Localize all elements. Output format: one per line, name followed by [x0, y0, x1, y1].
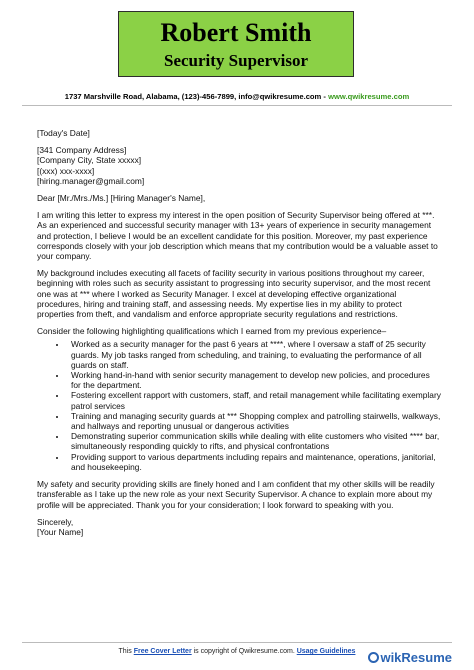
address-line: [Company City, State xxxxx]	[37, 155, 142, 166]
list-item: • Worked as a security manager for the past 6 years at ****, where I oversaw a staff of 25 security guards. My job tasks ranged from scheduling, and training, to evaluating the performance of all guards on staff.	[67, 339, 441, 370]
list-item: • Fostering excellent rapport with customers, staff, and retail management while facilitating exemplary patrol services	[67, 390, 441, 410]
list-item: • Demonstrating superior communication skills while dealing with elite customers who visited **** bar, simultaneously responding quickly to rifts, and physical confrontations	[67, 431, 441, 451]
header-divider	[22, 105, 452, 106]
salutation: Dear [Mr./Mrs./Ms.] [Hiring Manager's Name],	[37, 193, 206, 204]
closing-paragraph: My safety and security providing skills are finely honed and I am confident that my other skills will be readily transferable as I take up the new role as your next Security Supervisor. A chance to explain more about my profile will be appreciated. Thank you for your consideration; I look forward to speaking with you.	[37, 479, 435, 510]
background-paragraph: My background includes executing all facets of facility security in various positions throughout my career, beginning with roles such as security assistant to progressing into security supervisor, and the most recent one was at *** where I worked as Security Manager. I excel at developing effective organizational procedures, hiring and training staff, and assessing needs. My expertise lies in my ability to protect properties from theft, and vandalism and enforce appropriate security regulations and restrictions.	[37, 268, 431, 320]
job-title: Security Supervisor	[163, 51, 309, 70]
list-item: • Working hand-in-hand with senior security management to develop new policies, and procedures for the department.	[67, 370, 441, 390]
intro-paragraph: I am writing this letter to express my interest in the open position of Security Supervisor being offered at ***. As an experienced and successful security manager with 13+ years of experience in security management and protection, I believe I would be an excellent candidate for this position. Moreover, my past experience corresponds closely with your job description which means that my contribution would be a valuable asset to your company.	[37, 210, 438, 262]
signature: [Your Name]	[37, 526, 84, 537]
contact-details: 1737 Marshville Road, Alabama, (123)-456-7899, info@qwikresume.com -	[64, 92, 329, 101]
q-logo-icon	[368, 652, 379, 663]
qualifications-intro: Consider the following highlighting qualifications which I earned from my previous experience–	[37, 326, 387, 337]
sign-off	[37, 517, 441, 537]
closing: Sincerely,	[37, 516, 74, 527]
website-link[interactable]: www.qwikresume.com	[328, 92, 410, 101]
address-line: [hiring.manager@gmail.com]	[37, 175, 145, 186]
footer-divider	[22, 642, 452, 643]
qualifications-list	[37, 339, 441, 472]
address-line: [341 Company Address]	[37, 145, 127, 156]
address-line: [(xxx) xxx-xxxx]	[37, 165, 95, 176]
header-banner	[118, 11, 354, 77]
brand-text: wikResume	[380, 650, 452, 665]
free-cover-letter-link[interactable]: Free Cover Letter	[133, 648, 192, 655]
recipient-address	[37, 145, 441, 186]
applicant-name: Robert Smith	[160, 18, 312, 47]
qwikresume-logo	[368, 650, 452, 665]
list-item: • Providing support to various departments including repairs and maintenance, operations, janitorial, and housekeeping.	[67, 452, 441, 472]
letter-body	[37, 128, 441, 537]
letter-date: [Today's Date]	[37, 128, 90, 138]
usage-guidelines-link[interactable]: Usage Guidelines	[296, 648, 356, 655]
list-item: • Training and managing security guards at *** Shopping complex and patrolling stairwells, walkways, and hallways and reporting unusual or dangerous activities	[67, 411, 441, 431]
footer-middle: is copyright of Qwikresume.com.	[191, 648, 297, 655]
footer-prefix: This	[118, 648, 134, 655]
contact-line	[0, 92, 474, 101]
